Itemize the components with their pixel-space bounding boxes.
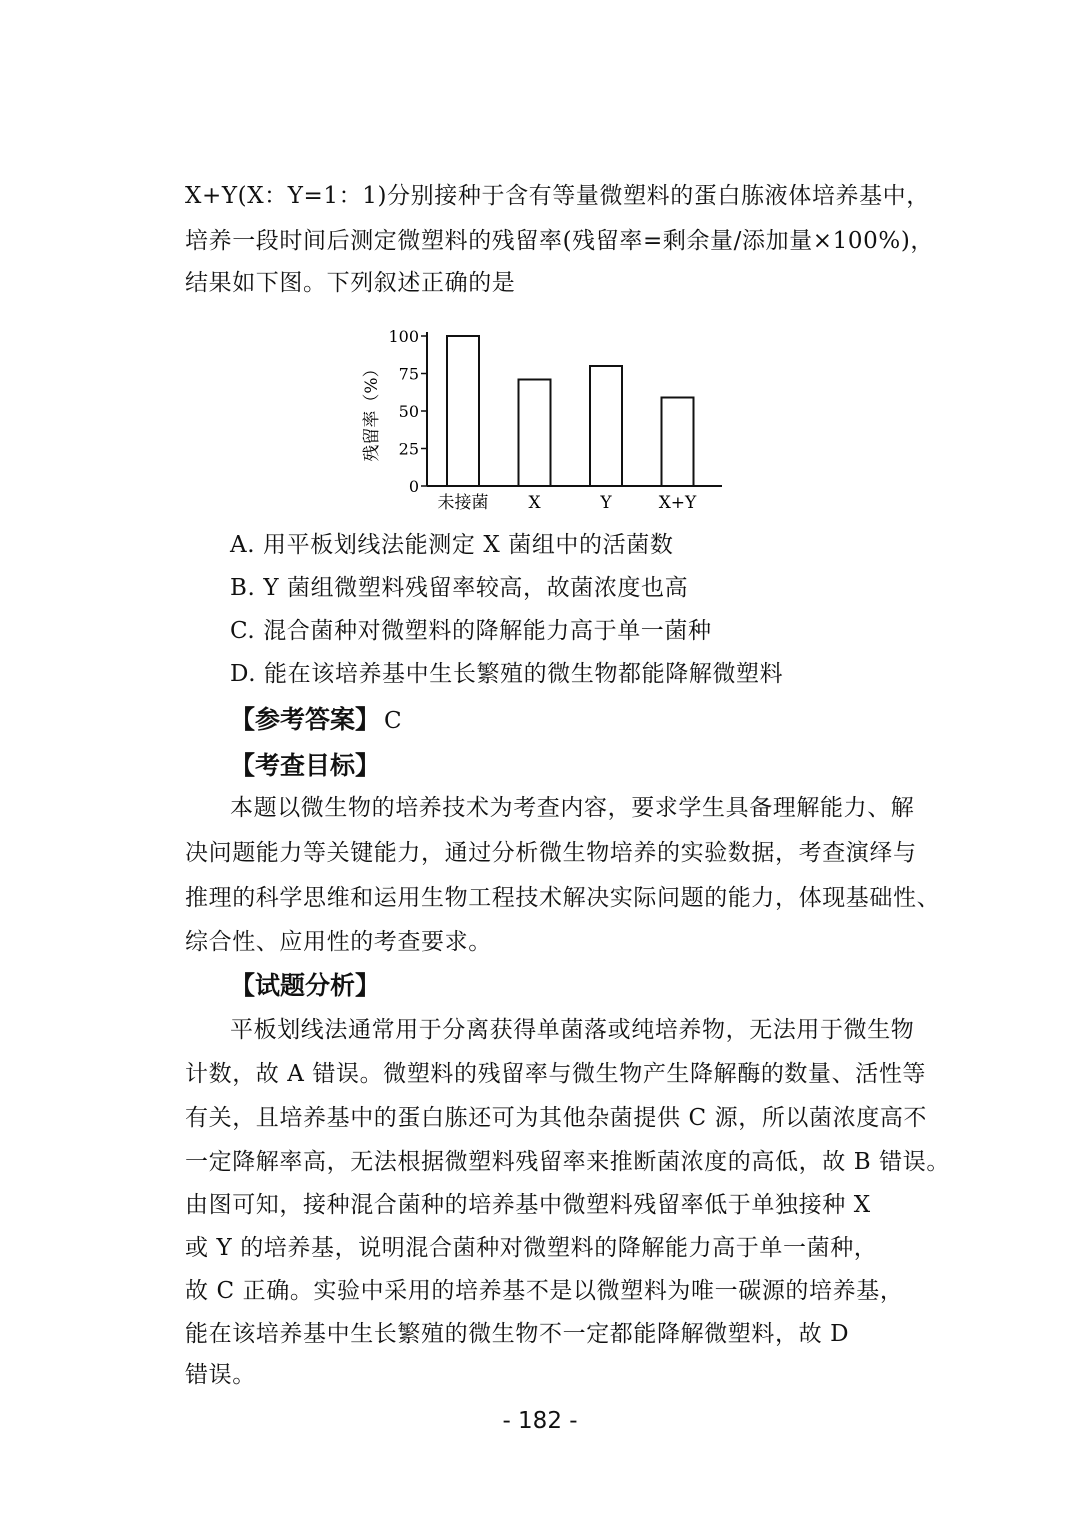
analysis-heading: 【试题分析】	[230, 971, 381, 1000]
chart-bars	[447, 336, 694, 486]
analysis-line: 故 C 正确。实验中采用的培养基不是以微塑料为唯一碳源的培养基，	[185, 1278, 904, 1304]
analysis-line: 由图可知，接种混合菌种的培养基中微塑料残留率低于单独接种 X	[185, 1192, 871, 1218]
option-a: A. 用平板划线法能测定 X 菌组中的活菌数	[230, 532, 674, 558]
chart-y-tick-label: 50	[398, 402, 419, 421]
analysis-line: 平板划线法通常用于分离获得单菌落或纯培养物，无法用于微生物	[230, 1017, 915, 1043]
target-line: 综合性、应用性的考查要求。	[185, 929, 492, 955]
answer-label: 【参考答案】	[230, 705, 381, 734]
target-line: 本题以微生物的培养技术为考查内容，要求学生具备理解能力、解	[230, 795, 915, 821]
analysis-line: 能在该培养基中生长繁殖的微生物不一定都能降解微塑料，故 D	[185, 1321, 850, 1347]
target-line: 推理的科学思维和运用生物工程技术解决实际问题的能力，体现基础性、	[185, 885, 941, 911]
analysis-line: 或 Y 的培养基，说明混合菌种对微塑料的降解能力高于单一菌种，	[185, 1235, 878, 1261]
page-number: - 182 -	[502, 1408, 578, 1434]
chart-y-axis-title: 残留率（%）	[362, 360, 382, 462]
chart-y-tick-label: 25	[398, 439, 419, 459]
question-stem-line: X+Y(X：Y=1：1)分别接种于含有等量微塑料的蛋白胨液体培养基中，	[185, 183, 930, 209]
chart-x-tick-label: X+Y	[658, 493, 697, 513]
analysis-line: 一定降解率高，无法根据微塑料残留率来推断菌浓度的高低，故 B 错误。	[185, 1149, 950, 1175]
chart-bar	[662, 398, 694, 487]
question-stem-line: 结果如下图。下列叙述正确的是	[185, 270, 516, 296]
option-b: B. Y 菌组微塑料残留率较高，故菌浓度也高	[230, 575, 689, 601]
option-d: D. 能在该培养基中生长繁殖的微生物都能降解微塑料	[230, 661, 784, 687]
residual-rate-bar-chart	[355, 318, 735, 518]
target-line: 决问题能力等关键能力，通过分析微生物培养的实验数据，考查演绎与	[185, 840, 917, 866]
chart-x-tick-label: X	[528, 493, 541, 513]
chart-y-tick-label: 100	[388, 327, 419, 346]
chart-y-tick-label: 75	[398, 364, 419, 384]
chart-y-tick-label: 0	[408, 477, 419, 496]
chart-x-ticks	[438, 493, 698, 513]
chart-y-axis-title-group	[362, 360, 382, 461]
analysis-line: 错误。	[185, 1362, 256, 1388]
analysis-line: 有关，且培养基中的蛋白胨还可为其他杂菌提供 C 源，所以菌浓度高不	[185, 1105, 928, 1131]
analysis-line: 计数，故 A 错误。微塑料的残留率与微生物产生降解酶的数量、活性等	[185, 1061, 927, 1087]
question-stem-line: 培养一段时间后测定微塑料的残留率(残留率=剩余量/添加量×100%)，	[185, 228, 934, 254]
chart-y-ticks	[388, 327, 427, 496]
chart-bar	[519, 380, 551, 487]
option-c: C. 混合菌种对微塑料的降解能力高于单一菌种	[230, 618, 712, 644]
chart-bar	[447, 336, 479, 486]
target-heading: 【考查目标】	[230, 751, 381, 780]
chart-bar	[590, 366, 622, 486]
answer-heading	[230, 704, 402, 737]
answer-value: C	[384, 708, 402, 734]
chart-x-tick-label: Y	[600, 493, 612, 513]
chart-x-tick-label: 未接菌	[437, 493, 489, 513]
